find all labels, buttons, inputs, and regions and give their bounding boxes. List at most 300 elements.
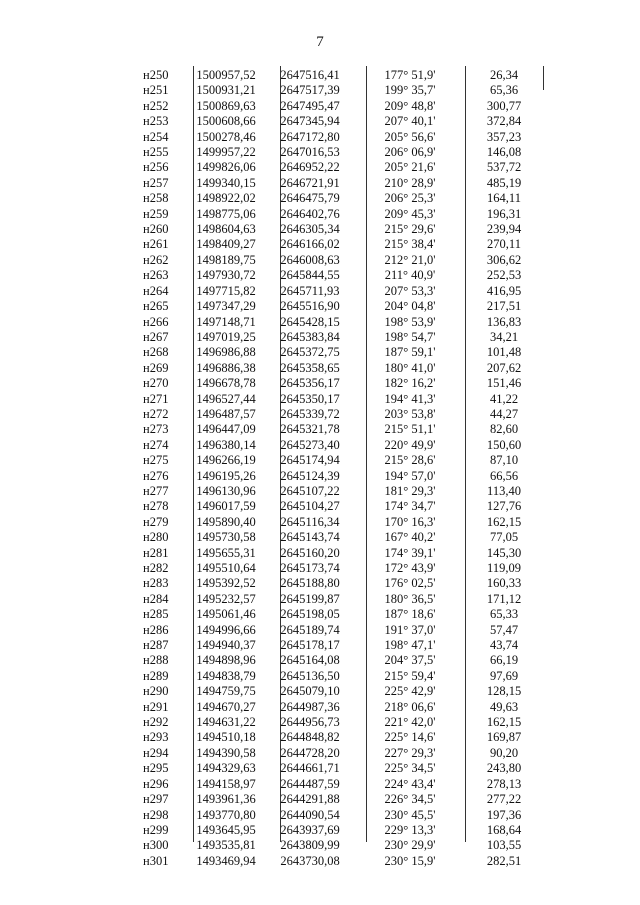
point-id-cell: н280 bbox=[143, 530, 169, 545]
y-coordinate-cell: 2645136,50 bbox=[280, 668, 340, 683]
direction-angle-cell: 207° 53,3' bbox=[384, 283, 436, 298]
distance-cell: 169,87 bbox=[486, 730, 522, 745]
table-row bbox=[126, 438, 544, 453]
y-coordinate-cell: 2645188,80 bbox=[280, 576, 340, 591]
point-id-cell: н253 bbox=[143, 114, 169, 129]
point-id-cell: н297 bbox=[143, 792, 169, 807]
direction-angle-cell: 198° 47,1' bbox=[384, 638, 436, 653]
x-coordinate-cell: 1498189,75 bbox=[196, 252, 256, 267]
direction-angle-cell: 203° 53,8' bbox=[384, 406, 436, 421]
y-coordinate-cell: 2645173,74 bbox=[280, 561, 340, 575]
y-coordinate-cell: 2645199,87 bbox=[280, 591, 340, 606]
distance-cell: 65,36 bbox=[489, 83, 519, 98]
direction-angle-cell: 191° 37,0' bbox=[384, 622, 436, 637]
y-coordinate-cell: 2647016,53 bbox=[280, 145, 340, 160]
y-coordinate-cell: 2644487,59 bbox=[280, 776, 340, 791]
y-coordinate-cell: 2645189,74 bbox=[280, 622, 340, 637]
y-coordinate-cell: 2645116,34 bbox=[280, 514, 340, 529]
table-row bbox=[126, 484, 544, 499]
table-row bbox=[126, 68, 544, 83]
distance-cell: 82,60 bbox=[489, 422, 519, 437]
x-coordinate-cell: 1494631,22 bbox=[196, 715, 256, 730]
distance-cell: 306,62 bbox=[486, 252, 522, 267]
point-id-cell: н295 bbox=[143, 761, 169, 776]
table-row bbox=[126, 392, 544, 407]
point-id-cell: н277 bbox=[143, 483, 169, 498]
point-id-cell: н281 bbox=[143, 545, 169, 560]
point-id-cell: н270 bbox=[143, 376, 169, 391]
x-coordinate-cell: 1500608,66 bbox=[196, 114, 256, 129]
y-coordinate-cell: 2647517,39 bbox=[280, 83, 340, 98]
distance-cell: 252,53 bbox=[486, 268, 522, 283]
direction-angle-cell: 225° 14,6' bbox=[384, 730, 436, 745]
x-coordinate-cell: 1496017,59 bbox=[196, 499, 256, 514]
y-coordinate-cell: 2645711,93 bbox=[280, 283, 340, 298]
point-id-cell: н271 bbox=[143, 391, 169, 406]
direction-angle-cell: 215° 51,1' bbox=[384, 422, 436, 437]
y-coordinate-cell: 2647495,47 bbox=[280, 98, 340, 113]
direction-angle-cell: 226° 34,5' bbox=[384, 792, 436, 807]
distance-cell: 119,09 bbox=[487, 561, 521, 575]
distance-cell: 278,13 bbox=[486, 776, 522, 791]
point-id-cell: н269 bbox=[143, 360, 169, 375]
table-row bbox=[126, 715, 544, 730]
y-coordinate-cell: 2643730,08 bbox=[280, 853, 340, 868]
table-row bbox=[126, 653, 544, 668]
point-id-cell: н255 bbox=[143, 145, 169, 160]
direction-angle-cell: 229° 13,3' bbox=[384, 822, 436, 837]
page-number: 7 bbox=[316, 34, 324, 50]
table-row bbox=[126, 114, 544, 129]
table-row bbox=[126, 222, 544, 237]
distance-cell: 90,20 bbox=[489, 745, 519, 760]
x-coordinate-cell: 1498409,27 bbox=[196, 237, 256, 252]
distance-cell: 41,22 bbox=[489, 391, 519, 406]
distance-cell: 128,15 bbox=[486, 684, 522, 699]
distance-cell: 270,11 bbox=[487, 237, 521, 252]
point-id-cell: н279 bbox=[143, 514, 169, 529]
y-coordinate-cell: 2645079,10 bbox=[280, 684, 340, 699]
x-coordinate-cell: 1496678,78 bbox=[196, 376, 256, 391]
point-id-cell: н256 bbox=[143, 160, 169, 175]
direction-angle-cell: 225° 42,9' bbox=[384, 684, 436, 699]
direction-angle-cell: 211° 40,9' bbox=[384, 268, 436, 283]
point-id-cell: н261 bbox=[143, 237, 169, 252]
point-id-cell: н296 bbox=[143, 776, 169, 791]
x-coordinate-cell: 1500931,21 bbox=[196, 83, 256, 98]
direction-angle-cell: 215° 38,4' bbox=[384, 237, 436, 252]
table-row bbox=[126, 561, 544, 576]
y-coordinate-cell: 2645198,05 bbox=[280, 607, 340, 622]
table-row bbox=[126, 623, 544, 638]
table-row bbox=[126, 237, 544, 252]
x-coordinate-cell: 1496130,96 bbox=[196, 483, 256, 498]
y-coordinate-cell: 2645160,20 bbox=[280, 545, 340, 560]
direction-angle-cell: 204° 37,5' bbox=[384, 653, 436, 668]
direction-angle-cell: 170° 16,3' bbox=[384, 514, 436, 529]
table-row bbox=[126, 83, 544, 98]
distance-cell: 77,05 bbox=[489, 530, 519, 545]
table-row bbox=[126, 376, 544, 391]
point-id-cell: н274 bbox=[143, 437, 169, 452]
point-id-cell: н284 bbox=[143, 591, 169, 606]
point-id-cell: н301 bbox=[143, 853, 169, 868]
x-coordinate-cell: 1495232,57 bbox=[196, 591, 256, 606]
table-row bbox=[126, 792, 544, 807]
direction-angle-cell: 180° 41,0' bbox=[384, 360, 436, 375]
table-row bbox=[126, 854, 544, 869]
direction-angle-cell: 174° 39,1' bbox=[384, 545, 436, 560]
table-row bbox=[126, 515, 544, 530]
point-id-cell: н258 bbox=[143, 191, 169, 206]
distance-cell: 243,80 bbox=[486, 761, 522, 776]
y-coordinate-cell: 2645358,65 bbox=[280, 360, 340, 375]
x-coordinate-cell: 1493469,94 bbox=[196, 853, 256, 868]
direction-angle-cell: 177° 51,9' bbox=[384, 68, 436, 82]
direction-angle-cell: 206° 25,3' bbox=[384, 191, 436, 206]
direction-angle-cell: 199° 35,7' bbox=[384, 83, 436, 98]
x-coordinate-cell: 1497019,25 bbox=[196, 329, 256, 344]
y-coordinate-cell: 2645372,75 bbox=[280, 345, 340, 360]
direction-angle-cell: 220° 49,9' bbox=[384, 437, 436, 452]
distance-cell: 101,48 bbox=[486, 345, 522, 360]
y-coordinate-cell: 2645844,55 bbox=[280, 268, 340, 283]
table-row bbox=[126, 499, 544, 514]
distance-cell: 282,51 bbox=[486, 853, 522, 868]
distance-cell: 164,11 bbox=[487, 191, 521, 206]
x-coordinate-cell: 1495730,58 bbox=[196, 530, 256, 545]
table-row bbox=[126, 268, 544, 283]
table-row bbox=[126, 700, 544, 715]
coordinates-table bbox=[126, 68, 544, 869]
point-id-cell: н259 bbox=[143, 206, 169, 221]
distance-cell: 168,64 bbox=[486, 822, 522, 837]
table-row bbox=[126, 546, 544, 561]
direction-angle-cell: 212° 21,0' bbox=[384, 252, 436, 267]
direction-angle-cell: 221° 42,0' bbox=[384, 715, 436, 730]
table-row bbox=[126, 838, 544, 853]
point-id-cell: н283 bbox=[143, 576, 169, 591]
direction-angle-cell: 210° 28,9' bbox=[384, 175, 436, 190]
distance-cell: 162,15 bbox=[486, 715, 522, 730]
y-coordinate-cell: 2647516,41 bbox=[280, 68, 340, 82]
direction-angle-cell: 176° 02,5' bbox=[384, 576, 436, 591]
point-id-cell: н250 bbox=[143, 68, 169, 82]
table-row bbox=[126, 469, 544, 484]
direction-angle-cell: 172° 43,9' bbox=[384, 561, 436, 575]
table-row bbox=[126, 145, 544, 160]
direction-angle-cell: 167° 40,2' bbox=[384, 530, 436, 545]
point-id-cell: н251 bbox=[143, 83, 169, 98]
distance-cell: 196,31 bbox=[486, 206, 522, 221]
point-id-cell: н289 bbox=[143, 668, 169, 683]
table-row bbox=[126, 453, 544, 468]
x-coordinate-cell: 1493645,95 bbox=[196, 822, 256, 837]
distance-cell: 145,30 bbox=[486, 545, 522, 560]
point-id-cell: н291 bbox=[143, 699, 169, 714]
y-coordinate-cell: 2643809,99 bbox=[280, 838, 340, 853]
x-coordinate-cell: 1496195,26 bbox=[196, 468, 256, 483]
table-row bbox=[126, 299, 544, 314]
direction-angle-cell: 194° 41,3' bbox=[384, 391, 436, 406]
direction-angle-cell: 215° 28,6' bbox=[384, 453, 436, 468]
point-id-cell: н300 bbox=[143, 838, 169, 853]
table-row bbox=[126, 808, 544, 823]
y-coordinate-cell: 2645321,78 bbox=[280, 422, 340, 437]
point-id-cell: н275 bbox=[143, 453, 169, 468]
point-id-cell: н265 bbox=[143, 299, 169, 314]
distance-cell: 49,63 bbox=[489, 699, 519, 714]
distance-cell: 44,27 bbox=[489, 406, 519, 421]
x-coordinate-cell: 1498604,63 bbox=[196, 222, 256, 237]
distance-cell: 300,77 bbox=[486, 98, 522, 113]
x-coordinate-cell: 1497930,72 bbox=[196, 268, 256, 283]
distance-cell: 357,23 bbox=[486, 129, 522, 144]
direction-angle-cell: 205° 56,6' bbox=[384, 129, 436, 144]
x-coordinate-cell: 1496527,44 bbox=[196, 391, 256, 406]
point-id-cell: н257 bbox=[143, 175, 169, 190]
table-row bbox=[126, 330, 544, 345]
table-row bbox=[126, 592, 544, 607]
direction-angle-cell: 230° 45,5' bbox=[384, 807, 436, 822]
x-coordinate-cell: 1496266,19 bbox=[196, 453, 256, 468]
y-coordinate-cell: 2644848,82 bbox=[280, 730, 340, 745]
distance-cell: 87,10 bbox=[489, 453, 519, 468]
table-row bbox=[126, 253, 544, 268]
y-coordinate-cell: 2645124,39 bbox=[280, 468, 340, 483]
x-coordinate-cell: 1494670,27 bbox=[196, 699, 256, 714]
y-coordinate-cell: 2645428,15 bbox=[280, 314, 340, 329]
y-coordinate-cell: 2646305,34 bbox=[280, 222, 340, 237]
direction-angle-cell: 181° 29,3' bbox=[384, 483, 436, 498]
direction-angle-cell: 209° 45,3' bbox=[384, 206, 436, 221]
x-coordinate-cell: 1493535,81 bbox=[196, 838, 256, 853]
distance-cell: 127,76 bbox=[486, 499, 522, 514]
point-id-cell: н293 bbox=[143, 730, 169, 745]
point-id-cell: н264 bbox=[143, 283, 169, 298]
distance-cell: 372,84 bbox=[486, 114, 522, 129]
point-id-cell: н276 bbox=[143, 468, 169, 483]
x-coordinate-cell: 1497715,82 bbox=[196, 283, 256, 298]
y-coordinate-cell: 2645107,22 bbox=[280, 483, 340, 498]
y-coordinate-cell: 2647345,94 bbox=[280, 114, 340, 129]
direction-angle-cell: 209° 48,8' bbox=[384, 98, 436, 113]
x-coordinate-cell: 1494940,37 bbox=[196, 638, 256, 653]
point-id-cell: н268 bbox=[143, 345, 169, 360]
distance-cell: 97,69 bbox=[489, 668, 519, 683]
distance-cell: 151,46 bbox=[486, 376, 522, 391]
table-row bbox=[126, 576, 544, 591]
y-coordinate-cell: 2646402,76 bbox=[280, 206, 340, 221]
table-row bbox=[126, 191, 544, 206]
distance-cell: 150,60 bbox=[486, 437, 522, 452]
point-id-cell: н278 bbox=[143, 499, 169, 514]
direction-angle-cell: 230° 29,9' bbox=[384, 838, 436, 853]
y-coordinate-cell: 2644090,54 bbox=[280, 807, 340, 822]
x-coordinate-cell: 1495655,31 bbox=[196, 545, 256, 560]
x-coordinate-cell: 1494838,79 bbox=[196, 668, 256, 683]
distance-cell: 103,55 bbox=[486, 838, 522, 853]
point-id-cell: н299 bbox=[143, 822, 169, 837]
distance-cell: 43,74 bbox=[489, 638, 519, 653]
x-coordinate-cell: 1497347,29 bbox=[196, 299, 256, 314]
x-coordinate-cell: 1494390,58 bbox=[196, 745, 256, 760]
direction-angle-cell: 194° 57,0' bbox=[384, 468, 436, 483]
x-coordinate-cell: 1496886,38 bbox=[196, 360, 256, 375]
x-coordinate-cell: 1497148,71 bbox=[196, 314, 256, 329]
point-id-cell: н254 bbox=[143, 129, 169, 144]
table-row bbox=[126, 345, 544, 360]
x-coordinate-cell: 1496986,88 bbox=[196, 345, 256, 360]
table-row bbox=[126, 176, 544, 191]
point-id-cell: н285 bbox=[143, 607, 169, 622]
x-coordinate-cell: 1496380,14 bbox=[196, 437, 256, 452]
distance-cell: 26,34 bbox=[489, 68, 519, 82]
y-coordinate-cell: 2646952,22 bbox=[280, 160, 340, 175]
distance-cell: 65,33 bbox=[489, 607, 519, 622]
direction-angle-cell: 198° 53,9' bbox=[384, 314, 436, 329]
distance-cell: 57,47 bbox=[489, 622, 519, 637]
distance-cell: 217,51 bbox=[486, 299, 522, 314]
y-coordinate-cell: 2645339,72 bbox=[280, 406, 340, 421]
point-id-cell: н290 bbox=[143, 684, 169, 699]
distance-cell: 136,83 bbox=[486, 314, 522, 329]
table-row bbox=[126, 823, 544, 838]
x-coordinate-cell: 1499340,15 bbox=[196, 175, 256, 190]
point-id-cell: н286 bbox=[143, 622, 169, 637]
y-coordinate-cell: 2644291,88 bbox=[280, 792, 340, 807]
table-row bbox=[126, 669, 544, 684]
distance-cell: 160,33 bbox=[486, 576, 522, 591]
point-id-cell: н294 bbox=[143, 745, 169, 760]
table-row bbox=[126, 607, 544, 622]
direction-angle-cell: 215° 59,4' bbox=[384, 668, 436, 683]
y-coordinate-cell: 2645516,90 bbox=[280, 299, 340, 314]
table-row bbox=[126, 160, 544, 175]
y-coordinate-cell: 2647172,80 bbox=[280, 129, 340, 144]
x-coordinate-cell: 1495890,40 bbox=[196, 514, 256, 529]
y-coordinate-cell: 2644987,36 bbox=[280, 699, 340, 714]
point-id-cell: н263 bbox=[143, 268, 169, 283]
y-coordinate-cell: 2645104,27 bbox=[280, 499, 340, 514]
table-row bbox=[126, 207, 544, 222]
point-id-cell: н292 bbox=[143, 715, 169, 730]
coordinates-table-wrap bbox=[126, 66, 544, 868]
x-coordinate-cell: 1495392,52 bbox=[196, 576, 256, 591]
table-row bbox=[126, 284, 544, 299]
table-row bbox=[126, 315, 544, 330]
x-coordinate-cell: 1500278,46 bbox=[196, 129, 256, 144]
x-coordinate-cell: 1496487,57 bbox=[196, 406, 256, 421]
distance-cell: 171,12 bbox=[486, 591, 522, 606]
table-row bbox=[126, 99, 544, 114]
y-coordinate-cell: 2644956,73 bbox=[280, 715, 340, 730]
distance-cell: 162,15 bbox=[486, 514, 522, 529]
point-id-cell: н282 bbox=[143, 561, 169, 575]
direction-angle-cell: 204° 04,8' bbox=[384, 299, 436, 314]
point-id-cell: н272 bbox=[143, 406, 169, 421]
direction-angle-cell: 227° 29,3' bbox=[384, 745, 436, 760]
distance-cell: 277,22 bbox=[486, 792, 522, 807]
point-id-cell: н267 bbox=[143, 329, 169, 344]
point-id-cell: н287 bbox=[143, 638, 169, 653]
table-row bbox=[126, 422, 544, 437]
x-coordinate-cell: 1500869,63 bbox=[196, 98, 256, 113]
x-coordinate-cell: 1495510,64 bbox=[196, 561, 256, 575]
table-row bbox=[126, 130, 544, 145]
distance-cell: 197,36 bbox=[486, 807, 522, 822]
point-id-cell: н262 bbox=[143, 252, 169, 267]
x-coordinate-cell: 1494898,96 bbox=[196, 653, 256, 668]
direction-angle-cell: 224° 43,4' bbox=[384, 776, 436, 791]
distance-cell: 207,62 bbox=[486, 360, 522, 375]
direction-angle-cell: 187° 18,6' bbox=[384, 607, 436, 622]
point-id-cell: н298 bbox=[143, 807, 169, 822]
distance-cell: 66,19 bbox=[489, 653, 519, 668]
point-id-cell: н252 bbox=[143, 98, 169, 113]
y-coordinate-cell: 2644728,20 bbox=[280, 745, 340, 760]
y-coordinate-cell: 2645164,08 bbox=[280, 653, 340, 668]
direction-angle-cell: 230° 15,9' bbox=[384, 853, 436, 868]
x-coordinate-cell: 1499957,22 bbox=[196, 145, 256, 160]
direction-angle-cell: 205° 21,6' bbox=[384, 160, 436, 175]
y-coordinate-cell: 2646008,63 bbox=[280, 252, 340, 267]
point-id-cell: н273 bbox=[143, 422, 169, 437]
x-coordinate-cell: 1496447,09 bbox=[196, 422, 256, 437]
x-coordinate-cell: 1494158,97 bbox=[196, 776, 256, 791]
table-row bbox=[126, 407, 544, 422]
y-coordinate-cell: 2646721,91 bbox=[280, 175, 340, 190]
y-coordinate-cell: 2645174,94 bbox=[280, 453, 340, 468]
direction-angle-cell: 225° 34,5' bbox=[384, 761, 436, 776]
direction-angle-cell: 187° 59,1' bbox=[384, 345, 436, 360]
x-coordinate-cell: 1498922,02 bbox=[196, 191, 256, 206]
distance-cell: 416,95 bbox=[486, 283, 522, 298]
y-coordinate-cell: 2645356,17 bbox=[280, 376, 340, 391]
table-row bbox=[126, 777, 544, 792]
point-id-cell: н288 bbox=[143, 653, 169, 668]
y-coordinate-cell: 2645273,40 bbox=[280, 437, 340, 452]
direction-angle-cell: 215° 29,6' bbox=[384, 222, 436, 237]
x-coordinate-cell: 1494996,66 bbox=[196, 622, 256, 637]
table-row bbox=[126, 361, 544, 376]
direction-angle-cell: 182° 16,2' bbox=[384, 376, 436, 391]
y-coordinate-cell: 2646166,02 bbox=[280, 237, 340, 252]
direction-angle-cell: 218° 06,6' bbox=[384, 699, 436, 714]
y-coordinate-cell: 2645350,17 bbox=[280, 391, 340, 406]
x-coordinate-cell: 1494329,63 bbox=[196, 761, 256, 776]
x-coordinate-cell: 1500957,52 bbox=[196, 68, 256, 82]
distance-cell: 146,08 bbox=[486, 145, 522, 160]
distance-cell: 66,56 bbox=[489, 468, 519, 483]
y-coordinate-cell: 2645178,17 bbox=[280, 638, 340, 653]
table-row bbox=[126, 530, 544, 545]
distance-cell: 113,40 bbox=[487, 483, 521, 498]
point-id-cell: н266 bbox=[143, 314, 169, 329]
y-coordinate-cell: 2643937,69 bbox=[280, 822, 340, 837]
x-coordinate-cell: 1493961,36 bbox=[196, 792, 256, 807]
distance-cell: 485,19 bbox=[486, 175, 522, 190]
distance-cell: 239,94 bbox=[486, 222, 522, 237]
direction-angle-cell: 206° 06,9' bbox=[384, 145, 436, 160]
y-coordinate-cell: 2646475,79 bbox=[280, 191, 340, 206]
direction-angle-cell: 180° 36,5' bbox=[384, 591, 436, 606]
table-row bbox=[126, 761, 544, 776]
x-coordinate-cell: 1493770,80 bbox=[196, 807, 256, 822]
y-coordinate-cell: 2644661,71 bbox=[280, 761, 340, 776]
x-coordinate-cell: 1494759,75 bbox=[196, 684, 256, 699]
y-coordinate-cell: 2645383,84 bbox=[280, 329, 340, 344]
